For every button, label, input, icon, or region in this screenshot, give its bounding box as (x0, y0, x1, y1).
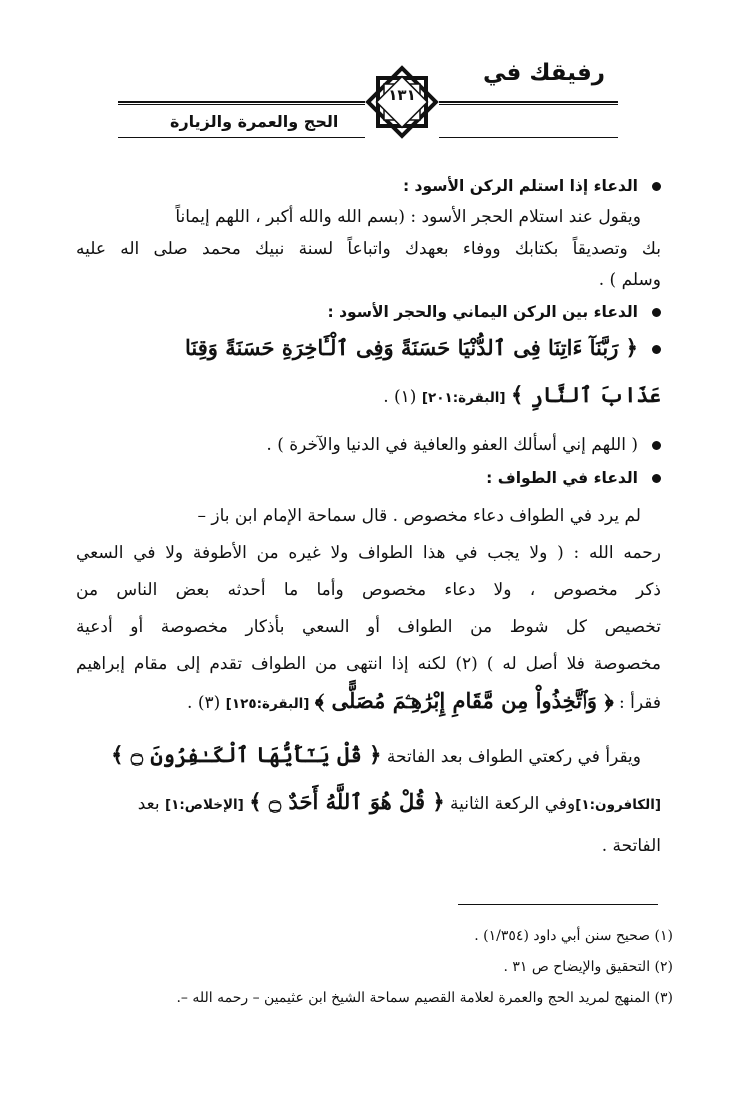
verse-reference: [الإخلاص:١] (164, 797, 244, 813)
page-number: ١٣١ (388, 86, 416, 104)
bullet-icon (652, 345, 661, 354)
paragraph-line: تخصيص كل شوط من الطواف أو السعي بأذكار مخصوصة أو أدعية (76, 617, 661, 637)
section-heading-tawaf: الدعاء في الطواف : (486, 466, 661, 490)
bullet-icon (652, 182, 661, 191)
paragraph-line: بك وتصديقاً بكتابك ووفاء بعهدك واتباعاً لسنة نبيك محمد صلى اله عليه (76, 239, 661, 259)
quran-verse: ﴿ قُلْ يَـٰٓأَيُّهَا ٱلْكَـٰفِرُونَ ۝ ﴾ (111, 742, 382, 767)
bullet-icon (652, 308, 661, 317)
section-heading-yemeni-corner: الدعاء بين الركن اليماني والحجر الأسود : (327, 300, 661, 324)
section-heading-black-stone: الدعاء إذا استلم الركن الأسود : (403, 174, 661, 198)
paragraph-line: ويقرأ في ركعتي الطواف بعد الفاتحة ﴿ قُلْ يَـٰٓأَيُّهَا ٱلْكَـٰفِرُونَ ۝ ﴾ (111, 742, 641, 767)
book-subtitle: الحج والعمرة والزيارة (170, 112, 339, 131)
footnote-divider (458, 904, 658, 905)
paragraph-line: رحمه الله : ( ولا يجب في هذا الطواف ولا غيره من الأطوفة ولا في السعي (76, 543, 661, 563)
verse-reference: [البقرة:٢٠١] (421, 390, 506, 406)
paragraph-line: ويقول عند استلام الحجر الأسود : (بسم الله والله أكبر ، اللهم إيماناً (175, 207, 641, 227)
paragraph-line: [الكافرون:١]وفي الركعة الثانية ﴿ قُلْ هُوَ ٱللَّهُ أَحَدٌ ۝ ﴾ [الإخلاص:١] بعد (137, 789, 661, 814)
supplication-line: ( اللهم إني أسألك العفو والعافية في الدنيا والآخرة ) . (266, 433, 661, 457)
paragraph-line: ذكر مخصوص ، ولا دعاء مخصوص وأما ما أحدثه بعض الناس من (76, 580, 661, 600)
paragraph-line: وسلم ) . (598, 270, 661, 290)
footnote-3: (٣) المنهج لمريد الحج والعمرة لعلامة القصيم سماحة الشيخ ابن عثيمين – رحمه الله –. (176, 990, 673, 1006)
book-title: رفيقك في (483, 60, 605, 86)
bullet-icon (652, 441, 661, 450)
paragraph-line: لم يرد في الطواف دعاء مخصوص . قال سماحة الإمام ابن باز – (197, 506, 641, 526)
verse-reference: [الكافرون:١] (575, 797, 661, 813)
footnote-marker: (١) . (383, 387, 417, 407)
paragraph-line: فقرأ : ﴿ وَٱتَّخِذُواْ مِن مَّقَامِ إِبْرَٰهِـۧمَ مُصَلًّى ﴾ [البقرة:١٢٥] (٣) . (187, 688, 661, 713)
quran-verse: ﴿ قُلْ هُوَ ٱللَّهُ أَحَدٌ ۝ ﴾ (249, 789, 445, 814)
bullet-icon (652, 474, 661, 483)
paragraph-line: الفاتحة . (601, 836, 661, 856)
footnote-1: (١) صحيح سنن أبي داود (١/٣٥٤) . (474, 928, 673, 944)
quran-verse-line: ﴿ رَبَّنَآ ءَاتِنَا فِى ٱلدُّنْيَا حَسَنَةً وَفِى ٱلْـَٔاخِرَةِ حَسَنَةً وَقِنَا (185, 336, 661, 360)
quran-verse: ﴿ وَٱتَّخِذُواْ مِن مَّقَامِ إِبْرَٰهِـۧمَ مُصَلًّى ﴾ (314, 688, 614, 713)
footnote-2: (٢) التحقيق والإيضاح ص ٣١ . (503, 959, 673, 975)
verse-reference: [البقرة:١٢٥] (225, 696, 310, 712)
paragraph-line: مخصوصة فلا أصل له ) (٢) لكنه إذا انتهى من الطواف تقدم إلى مقام إبراهيم (76, 654, 661, 674)
quran-verse-line: عَذَابَ ٱلنَّارِ ﴾ [البقرة:٢٠١] (١) . (383, 382, 661, 407)
footnote-marker: (٣) . (187, 693, 221, 713)
